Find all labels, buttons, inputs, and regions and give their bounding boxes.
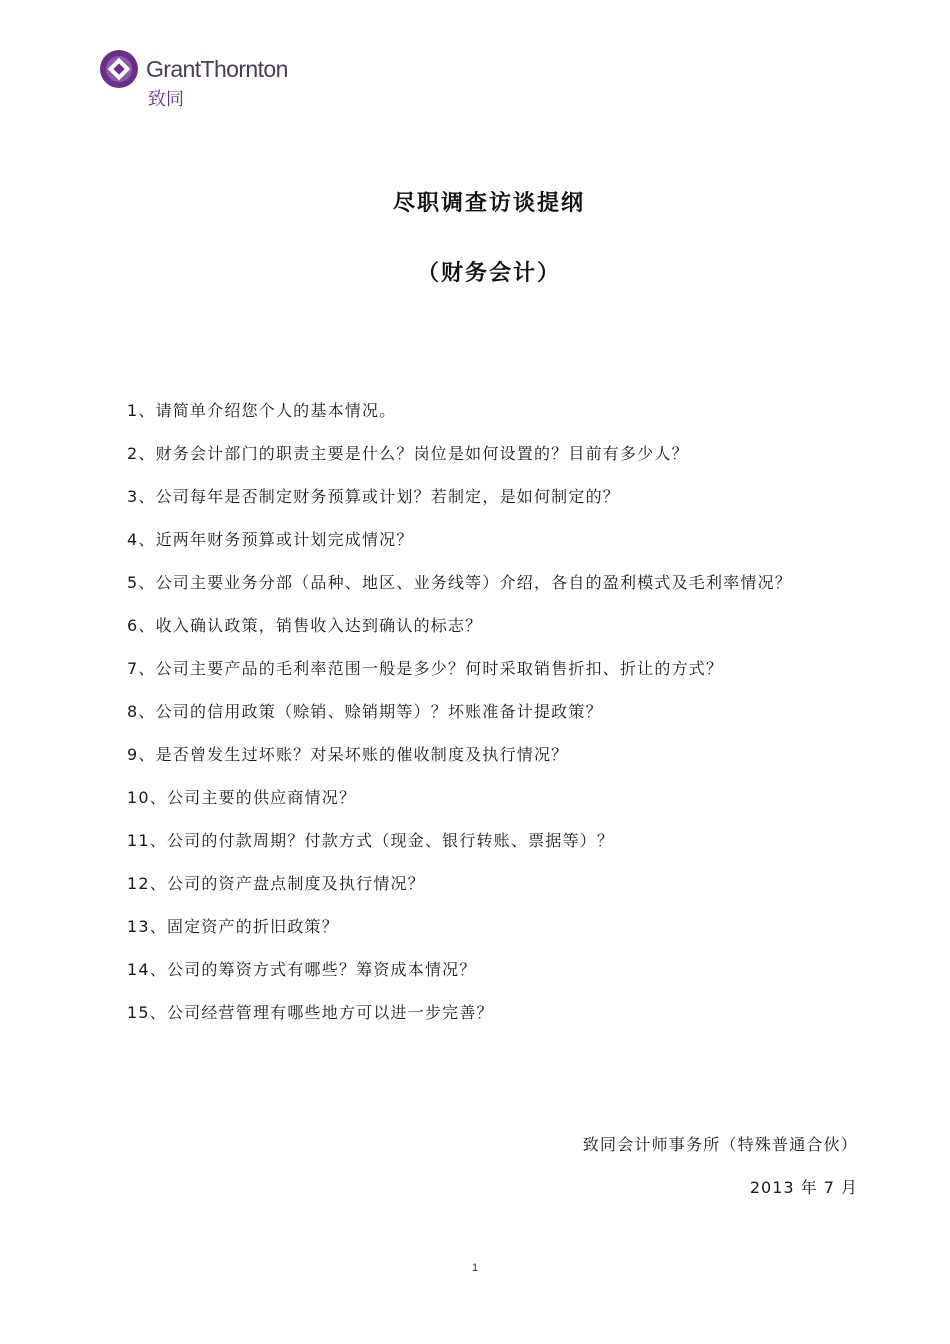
- page-number: 1: [471, 1262, 479, 1274]
- document-subtitle: （财务会计）: [416, 261, 561, 286]
- question-item: 12、公司的资产盘点制度及执行情况？: [127, 874, 425, 893]
- question-item: 10、公司主要的供应商情况？: [127, 788, 357, 807]
- logo-chinese-name: 致同: [148, 89, 184, 110]
- question-item: 6、收入确认政策，销售收入达到确认的标志？: [127, 616, 483, 635]
- question-item: 1、请简单介绍您个人的基本情况。: [127, 401, 397, 420]
- question-item: 13、固定资产的折旧政策？: [127, 917, 339, 936]
- question-item: 9、是否曾发生过坏账？对呆坏账的催收制度及执行情况？: [127, 745, 569, 764]
- company-logo: [98, 48, 302, 110]
- question-item: 11、公司的付款周期？付款方式（现金、银行转账、票据等）？: [127, 831, 615, 850]
- document-title: 尽职调查访谈提纲: [392, 191, 585, 216]
- question-list: [127, 400, 887, 1045]
- question-item: 7、公司主要产品的毛利率范围一般是多少？何时采取销售折扣、折让的方式？: [127, 659, 724, 678]
- question-item: 15、公司经营管理有哪些地方可以进一步完善？: [127, 1003, 494, 1022]
- question-item: 3、公司每年是否制定财务预算或计划？若制定，是如何制定的？: [127, 487, 620, 506]
- question-item: 2、财务会计部门的职责主要是什么？岗位是如何设置的？目前有多少人？: [127, 444, 689, 463]
- question-item: 14、公司的筹资方式有哪些？筹资成本情况？: [127, 960, 477, 979]
- logo-wordmark: GrantThornton: [146, 56, 288, 82]
- question-item: 8、公司的信用政策（赊销、赊销期等）？坏账准备计提政策？: [127, 702, 603, 721]
- question-item: 4、近两年财务预算或计划完成情况？: [127, 530, 414, 549]
- signature-date: 2013 年 7 月: [749, 1178, 858, 1197]
- question-item: 5、公司主要业务分部（品种、地区、业务线等）介绍，各自的盈利模式及毛利率情况？: [127, 573, 792, 592]
- signature-firm-name: 致同会计师事务所（特殊普通合伙）: [582, 1135, 858, 1154]
- grant-thornton-logo-icon: [98, 48, 140, 90]
